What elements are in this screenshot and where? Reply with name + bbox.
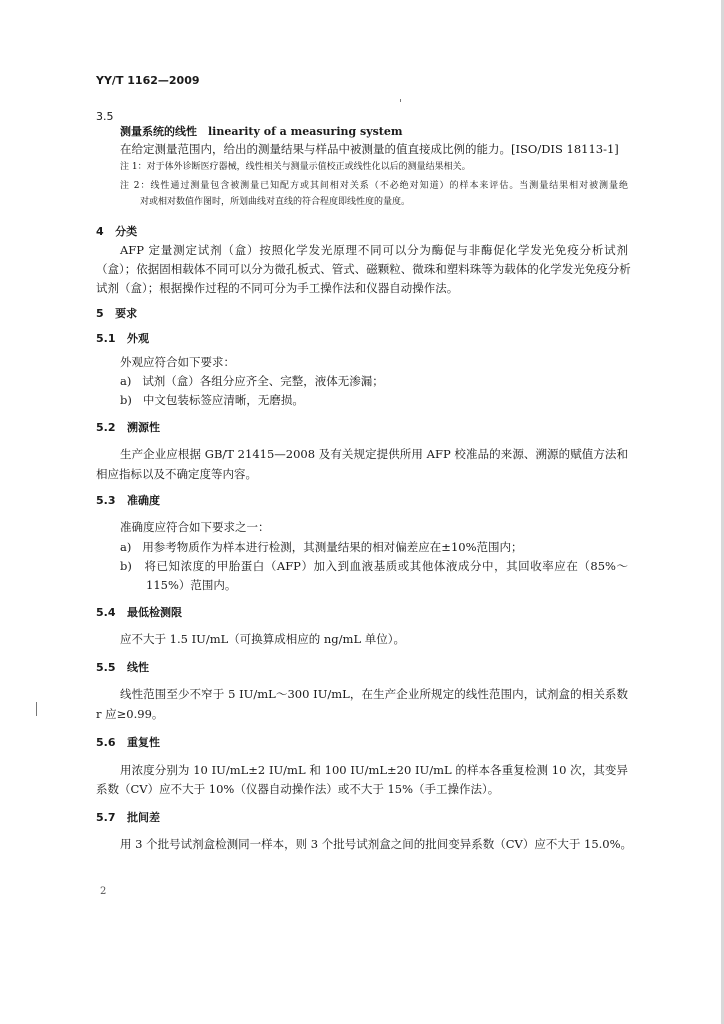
section-3-5-note-1: 注 1：对于体外诊断医疗器械，线性相关与测量示值校正或线性化以后的测量结果相关。 — [120, 162, 471, 172]
section-5-4-text: 应不大于 1.5 IU/mL（可换算成相应的 ng/mL 单位）。 — [120, 632, 405, 646]
section-4-line-2: （盒）；依据固相载体不同可以分为微孔板式、管式、磁颗粒、微珠和塑料珠等为载体的化学发光免疫分析 — [96, 262, 631, 276]
section-5-3-item-b-line-2: 115%）范围内。 — [146, 578, 237, 592]
section-5-heading: 5 要求 — [96, 307, 138, 320]
section-3-5-definition: 在给定测量范围内，给出的测量结果与样品中被测量的值直接成比例的能力。[ISO/DIS 18113-1] — [120, 142, 619, 156]
section-5-6-line-1: 用浓度分别为 10 IU/mL±2 IU/mL 和 100 IU/mL±20 IU/mL 的样本各重复检测 10 次，其变异 — [120, 763, 628, 777]
section-5-7-text: 用 3 个批号试剂盒检测同一样本，则 3 个批号试剂盒之间的批间变异系数（CV）应不大于 15.0%。 — [120, 837, 633, 851]
standard-code-header: YY/T 1162—2009 — [96, 74, 200, 87]
section-4-line-3: 试剂（盒）；根据操作过程的不同可分为手工操作法和仪器自动操作法。 — [96, 281, 459, 295]
section-4-line-1: AFP 定量测定试剂（盒）按照化学发光原理不同可以分为酶促与非酶促化学发光免疫分析试剂 — [120, 243, 628, 257]
section-5-2-line-2: 相应指标以及不确定度等内容。 — [96, 467, 257, 481]
section-5-7-heading: 5.7 批间差 — [96, 811, 160, 824]
section-5-3-intro: 准确度应符合如下要求之一： — [120, 520, 270, 534]
section-5-6-heading: 5.6 重复性 — [96, 736, 160, 749]
section-5-3-item-b-line-1: b) 将已知浓度的甲胎蛋白（AFP）加入到血液基质或其他体液成分中，其回收率应在（85%～ — [120, 559, 629, 573]
scan-mark — [36, 702, 37, 716]
section-5-4-heading: 5.4 最低检测限 — [96, 606, 182, 619]
scan-speck — [400, 99, 401, 102]
section-5-1-heading: 5.1 外观 — [96, 332, 149, 345]
section-5-5-line-1: 线性范围至少不窄于 5 IU/mL～300 IU/mL，在生产企业所规定的线性范围内，试剂盒的相关系数 — [120, 687, 628, 701]
section-5-1-item-a: a) 试剂（盒）各组分应齐全、完整，液体无渗漏； — [120, 374, 384, 388]
section-5-5-line-2: r 应≥0.99。 — [96, 707, 164, 721]
section-5-1-intro: 外观应符合如下要求： — [120, 355, 235, 369]
section-3-5-note-2-line-1: 注 2：线性通过测量包含被测量已知配方或其间相对关系（不必绝对知道）的样本来评估。当测量结果相对被测量绝 — [120, 181, 628, 191]
section-5-5-heading: 5.5 线性 — [96, 661, 149, 674]
section-4-heading: 4 分类 — [96, 225, 138, 238]
section-5-1-item-b: b) 中文包装标签应清晰，无磨损。 — [120, 393, 304, 407]
section-5-6-line-2: 系数（CV）应不大于 10%（仪器自动操作法）或不大于 15%（手工操作法）。 — [96, 782, 500, 796]
term-en: linearity of a measuring system — [207, 125, 403, 138]
section-5-2-line-1: 生产企业应根据 GB/T 21415—2008 及有关规定提供所用 AFP 校准品的来源、溯源的赋值方法和 — [120, 447, 628, 461]
section-5-2-heading: 5.2 溯源性 — [96, 421, 160, 434]
page-number: 2 — [100, 886, 107, 897]
section-3-5-number: 3.5 — [96, 110, 114, 123]
section-3-5-note-2-line-2: 对或相对数值作图时，所划曲线对直线的符合程度即线性度的量度。 — [140, 197, 411, 207]
term-zh: 测量系统的线性 — [120, 125, 197, 138]
section-3-5-term — [120, 123, 403, 140]
section-5-3-heading: 5.3 准确度 — [96, 494, 160, 507]
section-5-3-item-a: a) 用参考物质作为样本进行检测，其测量结果的相对偏差应在±10%范围内； — [120, 540, 523, 554]
